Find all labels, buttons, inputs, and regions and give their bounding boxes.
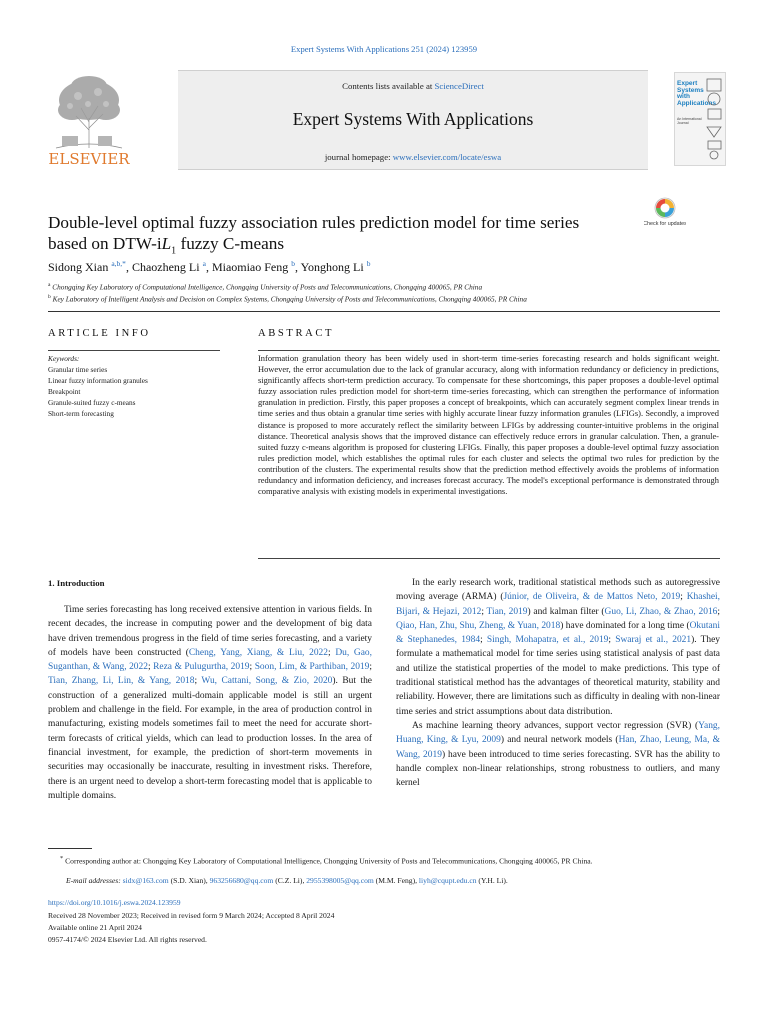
doi-link-text[interactable]: https://doi.org/10.1016/j.eswa.2024.123959 [48,898,181,907]
affiliation-sup: b [48,294,51,300]
running-head-link[interactable]: Expert Systems With Applications 251 (2024) 123959 [290,44,478,54]
elsevier-tree-icon [48,70,130,168]
author-sup[interactable]: b [366,259,371,268]
abstract-divider [258,350,720,351]
author-sup[interactable]: a [202,259,206,268]
cover-art-icon [705,77,724,161]
citation-link[interactable]: Guo, Li, Zhao, & Zhao, 2016 [604,606,718,617]
citation-link[interactable]: Cheng, Yang, Xiang, & Liu, 2022 [188,647,328,658]
author-name[interactable]: Chaozheng Li [131,260,200,274]
email-owner: (C.Z. Li), [273,876,307,885]
received-dates: Received 28 November 2023; Received in revised form 9 March 2024; Accepted 8 April 2024 [48,911,335,920]
author-sup[interactable]: a,b,* [111,259,126,268]
title-line-1: Double-level optimal fuzzy association rules prediction model for time series [48,213,580,232]
citation-link[interactable]: Tian, Zhang, Li, Lin, & Yang, 2018 [48,676,195,687]
citation-link[interactable]: Yang, Huang, King, & Lyu, 2009 [396,720,720,746]
paragraph [48,603,372,803]
citation-link[interactable]: Du, Gao, Suganthan, & Wang, 2022 [48,647,373,673]
footnote-divider [48,848,92,849]
affiliation-sup: a [48,282,51,288]
citation-sep: ; [369,662,372,673]
affiliation-text: Chongqing Key Laboratory of Computational Intelligence, Chongqing University of Posts and Telecommunications, Chongqing 400065, PR China [52,282,483,292]
title-line-2-post: fuzzy C-means [176,234,285,253]
body-text: Time series forecasting has long received extensive attention in various fields. In recent decades, the increase in computing power and the development of big data have driven tremendous progress in the field of time series forecasting, and a variety of models have been constructed ( [48,605,372,658]
citation-link[interactable]: Reza & Pulugurtha, 2019 [153,662,250,673]
author[interactable] [132,260,206,274]
check-updates-label: Check for updates [644,221,686,227]
homepage-link[interactable]: www.elsevier.com/locate/eswa [392,152,502,162]
citation-link[interactable]: Swaraj et al., 2021 [615,635,692,646]
citation-sep: ; [717,606,721,617]
body-text: ) and kalman filter ( [527,606,605,617]
email-link[interactable]: sidx@163.com [122,876,169,885]
email-label: E-mail addresses: [66,876,121,885]
affiliation-b [48,294,728,303]
check-for-updates-button[interactable] [644,196,686,234]
citation-link[interactable]: Han, Zhao, Leung, Ma, & Wang, 2019 [396,735,720,760]
citation-link[interactable]: Wu, Cattani, Song, & Zio, 2020 [201,676,333,687]
citation-sep: ; [608,635,616,646]
citation-link[interactable]: Khashei, Bijari, & Hejazi, 2012 [396,592,721,617]
citation-sep: ; [194,676,202,687]
body-text: ) have been introduced to time series forecasting. SVR has the ability to handle complex non-linear relationships, strong robustness to outliers, and many kernel [396,749,720,789]
corresponding-author-footnote [48,853,720,867]
cover-subtitle: An International Journal [677,117,702,125]
email-owner: (S.D. Xian), [168,876,210,885]
paragraph [396,719,720,790]
author-name[interactable]: Sidong Xian [48,260,109,274]
svg-text:ELSEVIER: ELSEVIER [48,150,130,168]
footnote-text: Corresponding author at: Chongqing Key Laboratory of Computational Intelligence, Chongqing University of Posts and Telecommunications, Chongqing 400065, PR China. [65,856,593,866]
journal-name: Expert Systems With Applications [292,109,534,129]
header-divider [48,311,720,312]
keyword-item: Short-term forecasting [48,409,114,418]
citation-sep: ; [481,606,487,617]
keyword-item: Granular time series [48,365,108,374]
affiliation-text: Key Laboratory of Intelligent Analysis and Decision on Complex Systems, Chongqing University of Posts and Telecommunications, Chongqing 400065, PR China [52,294,527,304]
keywords-list [48,364,228,419]
keyword-item: Granule-suited fuzzy c-means [48,398,136,407]
email-link[interactable]: 2955398005@qq.com [306,876,374,885]
citation-link[interactable]: Soon, Lim, & Parthiban, 2019 [254,662,370,673]
citation-link[interactable]: Tian, 2019 [486,606,528,617]
citation-sep: ; [328,647,336,658]
journal-banner [48,70,720,172]
email-owner: (M.M. Feng), [373,876,419,885]
author[interactable] [301,260,371,274]
body-text: As machine learning theory advances, support vector regression (SVR) ( [412,720,699,731]
article-title [48,212,628,261]
homepage-prefix: journal homepage: [324,152,393,162]
article-info-heading: ARTICLE INFO [48,328,151,339]
title-line-2 [48,233,628,261]
keywords-label: Keywords: [48,354,80,363]
homepage-line [178,152,648,162]
email-link[interactable]: liyh@cqupt.edu.cn [418,876,477,885]
author-name[interactable]: Yonghong Li [300,260,364,274]
paragraph [396,576,720,719]
sciencedirect-link[interactable]: ScienceDirect [434,81,484,91]
affiliation-a [48,282,728,291]
available-online: Available online 21 April 2024 [48,923,142,932]
section-heading-introduction: 1. Introduction [48,578,105,588]
body-text: ). They formulate a mathematical model for time series using statistical analysis of past data and utilize the statistical properties of the model to make predictions. This type of traditional statistical method has the advantages of theoretical maturity, stability and reliability. However, there are limitations such as difficulty in dealing with non-linear time series and strict assumptions about data distribution. [396,635,721,717]
body-text: In the early research work, traditional statistical methods such as autoregressive moving average (ARMA) ( [396,578,720,603]
title-subscript: 1 [171,245,177,257]
doi-link[interactable] [48,898,181,907]
footnote-mark: * [60,855,64,862]
check-for-updates-icon [644,196,686,234]
elsevier-logo[interactable] [48,70,130,168]
journal-banner-box [178,70,648,170]
author[interactable] [48,260,126,274]
abstract-heading: ABSTRACT [258,328,335,339]
citation-sep: ; [147,662,154,673]
email-owner: (Y.H. Li). [476,876,508,885]
body-text: ) have dominated for a long time ( [560,620,690,631]
author-name[interactable]: Miaomiao Feng [211,260,289,274]
citation-sep: ; [249,662,255,673]
citation-link[interactable]: Singh, Mohapatra, et al., 2019 [486,635,609,646]
abstract-bottom-divider [258,558,720,559]
running-head[interactable] [0,44,768,54]
citation-link[interactable]: Júnior, de Oliveira, & de Mattos Neto, 2019 [503,592,681,603]
body-text: ) and neural network models ( [500,735,619,746]
contents-line [178,81,648,91]
journal-cover[interactable] [674,72,726,166]
cover-title: Expert Systems with Applications [677,80,717,107]
citation-link[interactable]: Okutani & Stephanedes, 1984 [396,620,721,646]
article-info-divider [48,350,220,351]
keyword-item: Linear fuzzy information granules [48,376,148,385]
keyword-item: Breakpoint [48,387,81,396]
title-line-2-pre: based on DTW-i [48,234,162,253]
email-link[interactable]: 963256680@qq.com [209,876,274,885]
body-text: ). But the construction of a generalized multi-domain applicable model is still an urgent problem and challenge in the field. For example, in the area of production control in manufacturing, existing models sometimes fail to meet the need for accurate short-term forecasts of critical yields, which can lead to production losses. In the area of financial investment, for example, the prediction of short-term movements in securities may occasionally be inaccurate, resulting in investment risks. Therefore, there is an urgent need to develop a short-term forecasting model that is applicable to multiple domains. [48,676,372,801]
citation-sep: ; [680,592,687,603]
contents-prefix: Contents lists available at [342,81,435,91]
issn-copyright: 0957-4174/© 2024 Elsevier Ltd. All rights reserved. [48,935,207,944]
body-column-left [48,603,372,803]
body-column-right [396,576,720,790]
author-list: Sidong Xian $^{a,b,*}$, Chaozheng Li $^a$, Miaomiao Feng $^b$, Yonghong Li $^b$ [48,259,371,274]
abstract-text: Information granulation theory has been widely used in short-term time-series forecasting research and holds significant weight. However, the error accumulation due to the lack of granular accuracy, along with information redundancy or deficiency in predictions, significantly affects short-term prediction accuracy. To compensate for these shortcomings, this paper proposes a double-level optimal fuzzy association rules prediction model for short-term time-series forecasting, which can strengthen the performance of information granulation in prediction. Firstly, this paper proposes a concept of breakpoints, which can accurately segment complex linear trends in time series and thus obtain a granular time series with highly accurate linear fuzzy information granules (LFIGs). Secondly, a improved distance is proposed to more accurately reflect the similarity between LFIGs by addressing counter-intuitive problems in the original distance. Theoretical analysis shows that the improved distance can effectively reduce errors in granular calculation. Then, a granule-suited fuzzy c-means algorithm is proposed for clustering LFIGs. Finally, this paper proposes a double-level optimal fuzzy association rules prediction model, which establishes the optimal rules for each cluster and selects the optimal two rules for prediction by the contribution of the clusters. The experimental results show that the prediction method effectively avoids the problems of information redundancy and information deficiency, and increases forecast accuracy. The model's exceptional performance is demonstrated through comparative analysis with existing models in experimental investigations. [258,353,719,497]
email-footnote [66,876,720,885]
citation-link[interactable]: Qiao, Han, Zhu, Shu, Zheng, & Yuan, 2018 [396,620,561,631]
author-sup[interactable]: b [291,259,296,268]
citation-sep: ; [480,635,487,646]
author[interactable] [212,260,295,274]
title-symbol: L [161,234,172,253]
